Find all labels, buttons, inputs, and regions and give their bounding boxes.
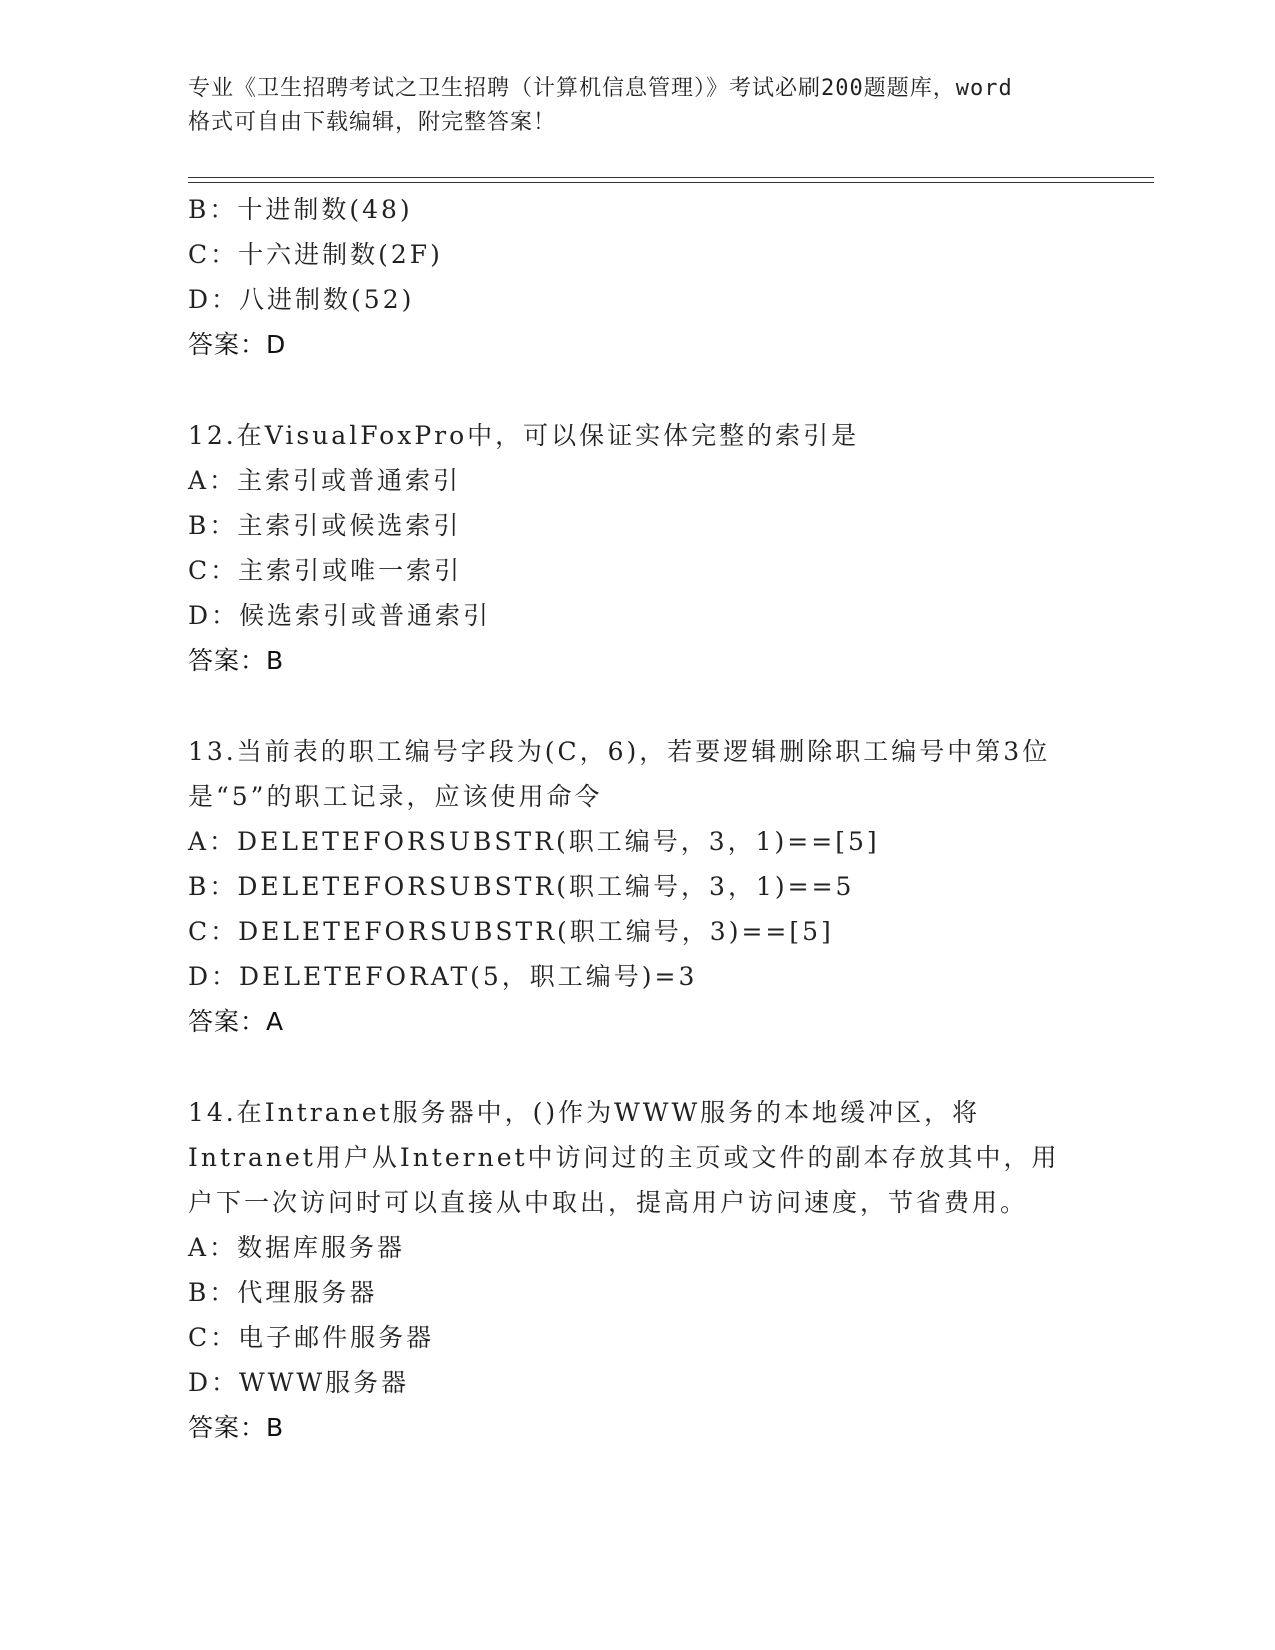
spacer	[188, 1044, 1088, 1090]
header-divider-top	[188, 177, 1154, 178]
header-line-1: 专业《卫生招聘考试之卫生招聘（计算机信息管理）》考试必刷200题题库，word	[188, 76, 1013, 101]
option-b: B：十进制数(48)	[188, 195, 413, 224]
question-block-14	[188, 1090, 1088, 1450]
question-block-12	[188, 413, 1088, 683]
header-divider-bottom	[188, 182, 1154, 183]
question-stem: 14.在Intranet服务器中，()作为WWW服务的本地缓冲区，将	[188, 1098, 981, 1127]
option-c: C：主索引或唯一索引	[188, 556, 463, 585]
spacer	[188, 367, 1088, 413]
question-list	[188, 187, 1088, 1450]
header-line-2: 格式可自由下载编辑，附完整答案！	[188, 110, 557, 135]
option-c: C：DELETEFORSUBSTR(职工编号，3)==[5]	[188, 917, 834, 946]
option-a: A：数据库服务器	[188, 1233, 406, 1262]
option-b: B：代理服务器	[188, 1278, 378, 1307]
option-a: A：主索引或普通索引	[188, 466, 462, 495]
answer-line: 答案：D	[188, 330, 287, 359]
option-d: D：DELETEFORAT(5，职工编号)=3	[188, 962, 698, 991]
option-c: C：十六进制数(2F)	[188, 240, 443, 269]
question-stem: 是“5”的职工记录，应该使用命令	[188, 782, 603, 811]
question-stem: 13.当前表的职工编号字段为(C，6)，若要逻辑删除职工编号中第3位	[188, 737, 1051, 766]
question-stem: 户下一次访问时可以直接从中取出，提高用户访问速度，节省费用。	[188, 1188, 1029, 1217]
question-block-partial	[188, 187, 1088, 367]
option-b: B：DELETEFORSUBSTR(职工编号，3，1)==5	[188, 872, 855, 901]
question-stem: 12.在VisualFoxPro中，可以保证实体完整的索引是	[188, 421, 860, 450]
option-a: A：DELETEFORSUBSTR(职工编号，3，1)==[5]	[188, 827, 880, 856]
spacer	[188, 683, 1088, 729]
document-header	[188, 72, 1088, 140]
question-block-13	[188, 729, 1088, 1044]
option-b: B：主索引或候选索引	[188, 511, 462, 540]
option-d: D：八进制数(52)	[188, 285, 415, 314]
answer-line: 答案：B	[188, 646, 285, 675]
option-d: D：WWW服务器	[188, 1368, 410, 1397]
answer-line: 答案：B	[188, 1413, 285, 1442]
option-d: D：候选索引或普通索引	[188, 601, 492, 630]
question-stem: Intranet用户从Internet中访问过的主页或文件的副本存放其中，用	[188, 1143, 1060, 1172]
answer-line: 答案：A	[188, 1007, 285, 1036]
option-c: C：电子邮件服务器	[188, 1323, 435, 1352]
